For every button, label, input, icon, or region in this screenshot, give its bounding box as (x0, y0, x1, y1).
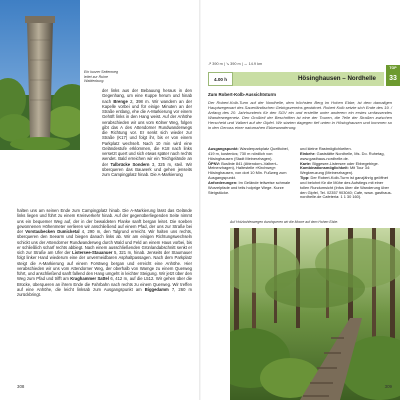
info-item: Kombinationsmöglichkeit: Mit Tour 34: Wegkreuzung (Meinerzhagen). (300, 165, 371, 176)
forest-boardwalk-photo (230, 228, 400, 400)
tower-photo (0, 0, 80, 150)
column-text: der links aus der Bebauung heraus in den Gegenhang, um eine Kuppe herum und hinab nach Brenge 2, 398 m. Wir wandern an der Kapelle vorbei und für einige Minuten an der Straße entlang, ehe die A-Markierung vor einem Gehöft links in den Hang weist. Auf der Anhöhe verabschieden wir uns vom Kölner Weg, folgen gibt das A des Attendorner Rundwanderwegs die Richtung vor. Er senkt sich wieder zur Straße (K17) und folgt ihr, bis er von einem Parkplatz wechselt. Nach 10 min wird eine Geländestufe erklommen, die K18 nach links versetzt quert und sich etwas später nach rechts wendet. Bald erreichen wir ein Teichgelände an der Talbrücke Sondern 3, 325 m, steil. Wir überqueren das Bauwerk und gehen jenseits zum Campingplatz hinab. Die A-Markierung (102, 88, 192, 177)
info-item: Anforderungen: Im Gelände teilweise schmale Wurzelpfade und teils holprige Wege. Kurze Steigstücke. (208, 179, 291, 195)
info-item: Karte: Biggesee-Listersee oder Ebbegebirge. (300, 160, 379, 166)
info-item: Tipp: Der Robert-Kolb-Turm ist ganzjährig geöffnet und belohnt für die Mühe des Aufstiegs mit einer tollen Rundumsicht (Infos über die Wanderung über den Gipfel, Tel. 02357 903040; Cafe, www. gasthaus-nordhelle.de Cafeteria: 1 1 30 160). (300, 175, 392, 200)
route-header-bar (208, 72, 384, 86)
info-item: und kleine Rastmöglichkeiten. (300, 146, 352, 151)
info-column-right (300, 147, 392, 200)
section-title: Zum Robert-Kolb-Aussichtsturm (208, 92, 277, 97)
tab-top-label: TOP (386, 65, 400, 72)
route-title: Hösinghausen – Nordhelle (297, 75, 376, 82)
body-text: halten uns am seinen Ende zum Campingplatz hinab. Die A-Markierung lässt das Gelände links liegen und führt zu einem Kreisverkehr hinab. Auf der gegenüberliegenden Seite nimmt uns ein bequemer Weg auf, der in der bewaldeten Flanke sanft bergan leitet. Die soeben gewonnenen Höhenmeter verlieren wir anschließend auf einem Pfad, der uns zur Straße bei der Vorstaubecken Dumicketal 4, 290 m, den Talgrund erreicht. Wir halten uns rechts, überqueren den Seearm und biegen danach links ab. Wir am einigen Richtungswechseln schickt uns der Attendorner Rundwanderweg durch Wald und Feld an einem Haus vorbei, bis er schließlich scharf rechts abbiegt. Nach einem ausschließenden Grünlandabschnitt senkt er sich zur Straße am Ufer der Listersee-Stauanuer 5, 321 m, hinab. Jenseits der Staumauer folgt linker Hand wiederum eine der unvermeidbaren Asphaltpassagen. Nach dem Parkplatz steigt die A-Markierung auf einem Forstweg bergan und erreicht eine Anhöhe. Hier verabschieden wir uns vom Attendorner Weg, der oberhalb von Wamge zu einem Querweg führt, und anschließend sanft fallend den Hang umgeht in leichter Steigung. Wir jetzt über den Weg zum Pfad und trifft am Kraghammer Sattel 6, 412 m, auf die L512. Wir gehen über die Brücke, überqueren an ihrem Ende die Fahrbahn nach rechts zu einem Querweg. Wir treffen auf eine Anhöhe, die leicht linksab zum Ausgangspunkt am Biggedamm 7, 260 m zurückbringt. (17, 208, 193, 297)
info-item: ÖPNV: Buslinie 841 (Attendorn–Valbert–Meinerzhagen), Haltestelle »Kirchweg« Hösinghausen, von dort 10 Min. Fußweg zum Ausgangspunkt. (208, 160, 287, 181)
page-number-right: 309 (384, 384, 392, 389)
duration-box: 4.00 h (208, 72, 233, 86)
info-item: Ausgangspunkt: Wanderparkplatz Quelltobel, 419 m, kostenlos; 730 m nördlich von Hösinghausen (Stadt Meinerzhagen). (208, 146, 289, 161)
route-stats: ↗ 390 m | ↘ 390 m | ↔ 14.9 km (208, 62, 263, 66)
photo-caption-right: Auf Holzbohlenwegen durchqueren wir die Moore auf dem Hohen Ebbe. (230, 220, 339, 224)
photo-caption-left: Ein kurzer Seitenweg leitet zur Ruine Waldenburg. (84, 70, 118, 84)
page-number-left: 308 (17, 384, 25, 389)
right-page (200, 0, 400, 400)
info-column-left (208, 147, 296, 195)
intro-text: Der Robert-Kolb-Turm auf der Nordhelle, dem höchsten Berg im Hohen Ebbe, ist dem damaligen Hauptwegewart des Sauerländischen Gebirgsvereins gewidmet. Robert Kolb setzte sich Ende des 19. / Anfang des 20. Jahrhunderts für den SGV ein und erstellte unter anderem ein erstes umfassendes Wanderwegenetz. Den Großteil der Beschriften ist eine der Touren, die Teile der Straßen zwischen Herscheid und Valbert auf der Gipfel. Wir starten dagegen tief unten in Hösinghausen und kommen so in den Genuss einer naturnahen Ebbewanderung. (208, 100, 392, 131)
tab-number: 33 (386, 72, 400, 86)
info-item: Einkehr: Gaststätte Nordhelle, Ms. Do. Ruhetag, www.gasthaus-nordhelle.de. (300, 150, 385, 161)
